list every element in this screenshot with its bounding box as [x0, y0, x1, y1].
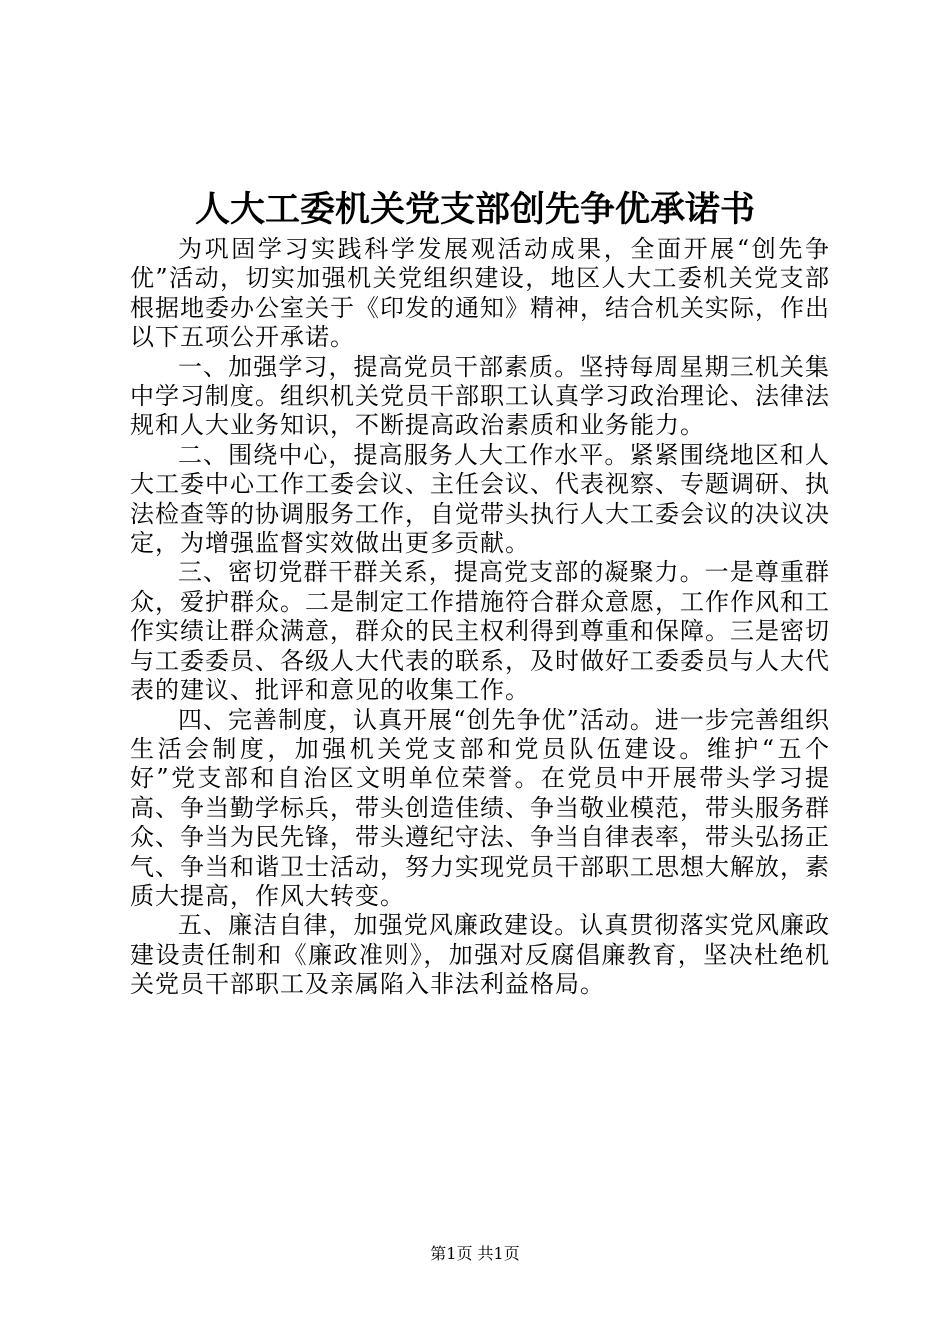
paragraph-commitment-3: 三、密切党群干群关系，提高党支部的凝聚力。一是尊重群众，爱护群众。二是制定工作措施符合群众意愿，工作作风和工作实绩让群众满意，群众的民主权利得到尊重和保障。三是密切与工委委员、各级人大代表的联系，及时做好工委委员与人大代表的建议、批评和意见的收集工作。 [130, 558, 830, 705]
paragraph-commitment-5: 五、廉洁自律，加强党风廉政建设。认真贯彻落实党风廉政建设责任制和《廉政准则》，加强对反腐倡廉教育，坚决杜绝机关党员干部职工及亲属陷入非法利益格局。 [130, 911, 830, 999]
document-body [130, 235, 830, 1000]
paragraph-commitment-1: 一、加强学习，提高党员干部素质。坚持每周星期三机关集中学习制度。组织机关党员干部职工认真学习政治理论、法律法规和人大业务知识，不断提高政治素质和业务能力。 [130, 352, 830, 440]
paragraph-intro: 为巩固学习实践科学发展观活动成果，全面开展“创先争优”活动，切实加强机关党组织建设，地区人大工委机关党支部根据地委办公室关于《印发的通知》精神，结合机关实际，作出以下五项公开承诺。 [130, 235, 830, 352]
document-title: 人大工委机关党支部创先争优承诺书 [194, 189, 755, 230]
paragraph-commitment-4: 四、完善制度，认真开展“创先争优”活动。进一步完善组织生活会制度，加强机关党支部和党员队伍建设。维护“五个好”党支部和自治区文明单位荣誉。在党员中开展带头学习提高、争当勤学标兵，带头创造佳绩、争当敬业模范，带头服务群众、争当为民先锋，带头遵纪守法、争当自律表率，带头弘扬正气、争当和谐卫士活动，努力实现党员干部职工思想大解放，素质大提高，作风大转变。 [130, 705, 830, 910]
paragraph-commitment-2: 二、围绕中心，提高服务人大工作水平。紧紧围绕地区和人大工委中心工作工委会议、主任会议、代表视察、专题调研、执法检查等的协调服务工作，自觉带头执行人大工委会议的决议决定，为增强监督实效做出更多贡献。 [130, 440, 830, 558]
page-number-footer: 第1页 共1页 [430, 1244, 520, 1263]
